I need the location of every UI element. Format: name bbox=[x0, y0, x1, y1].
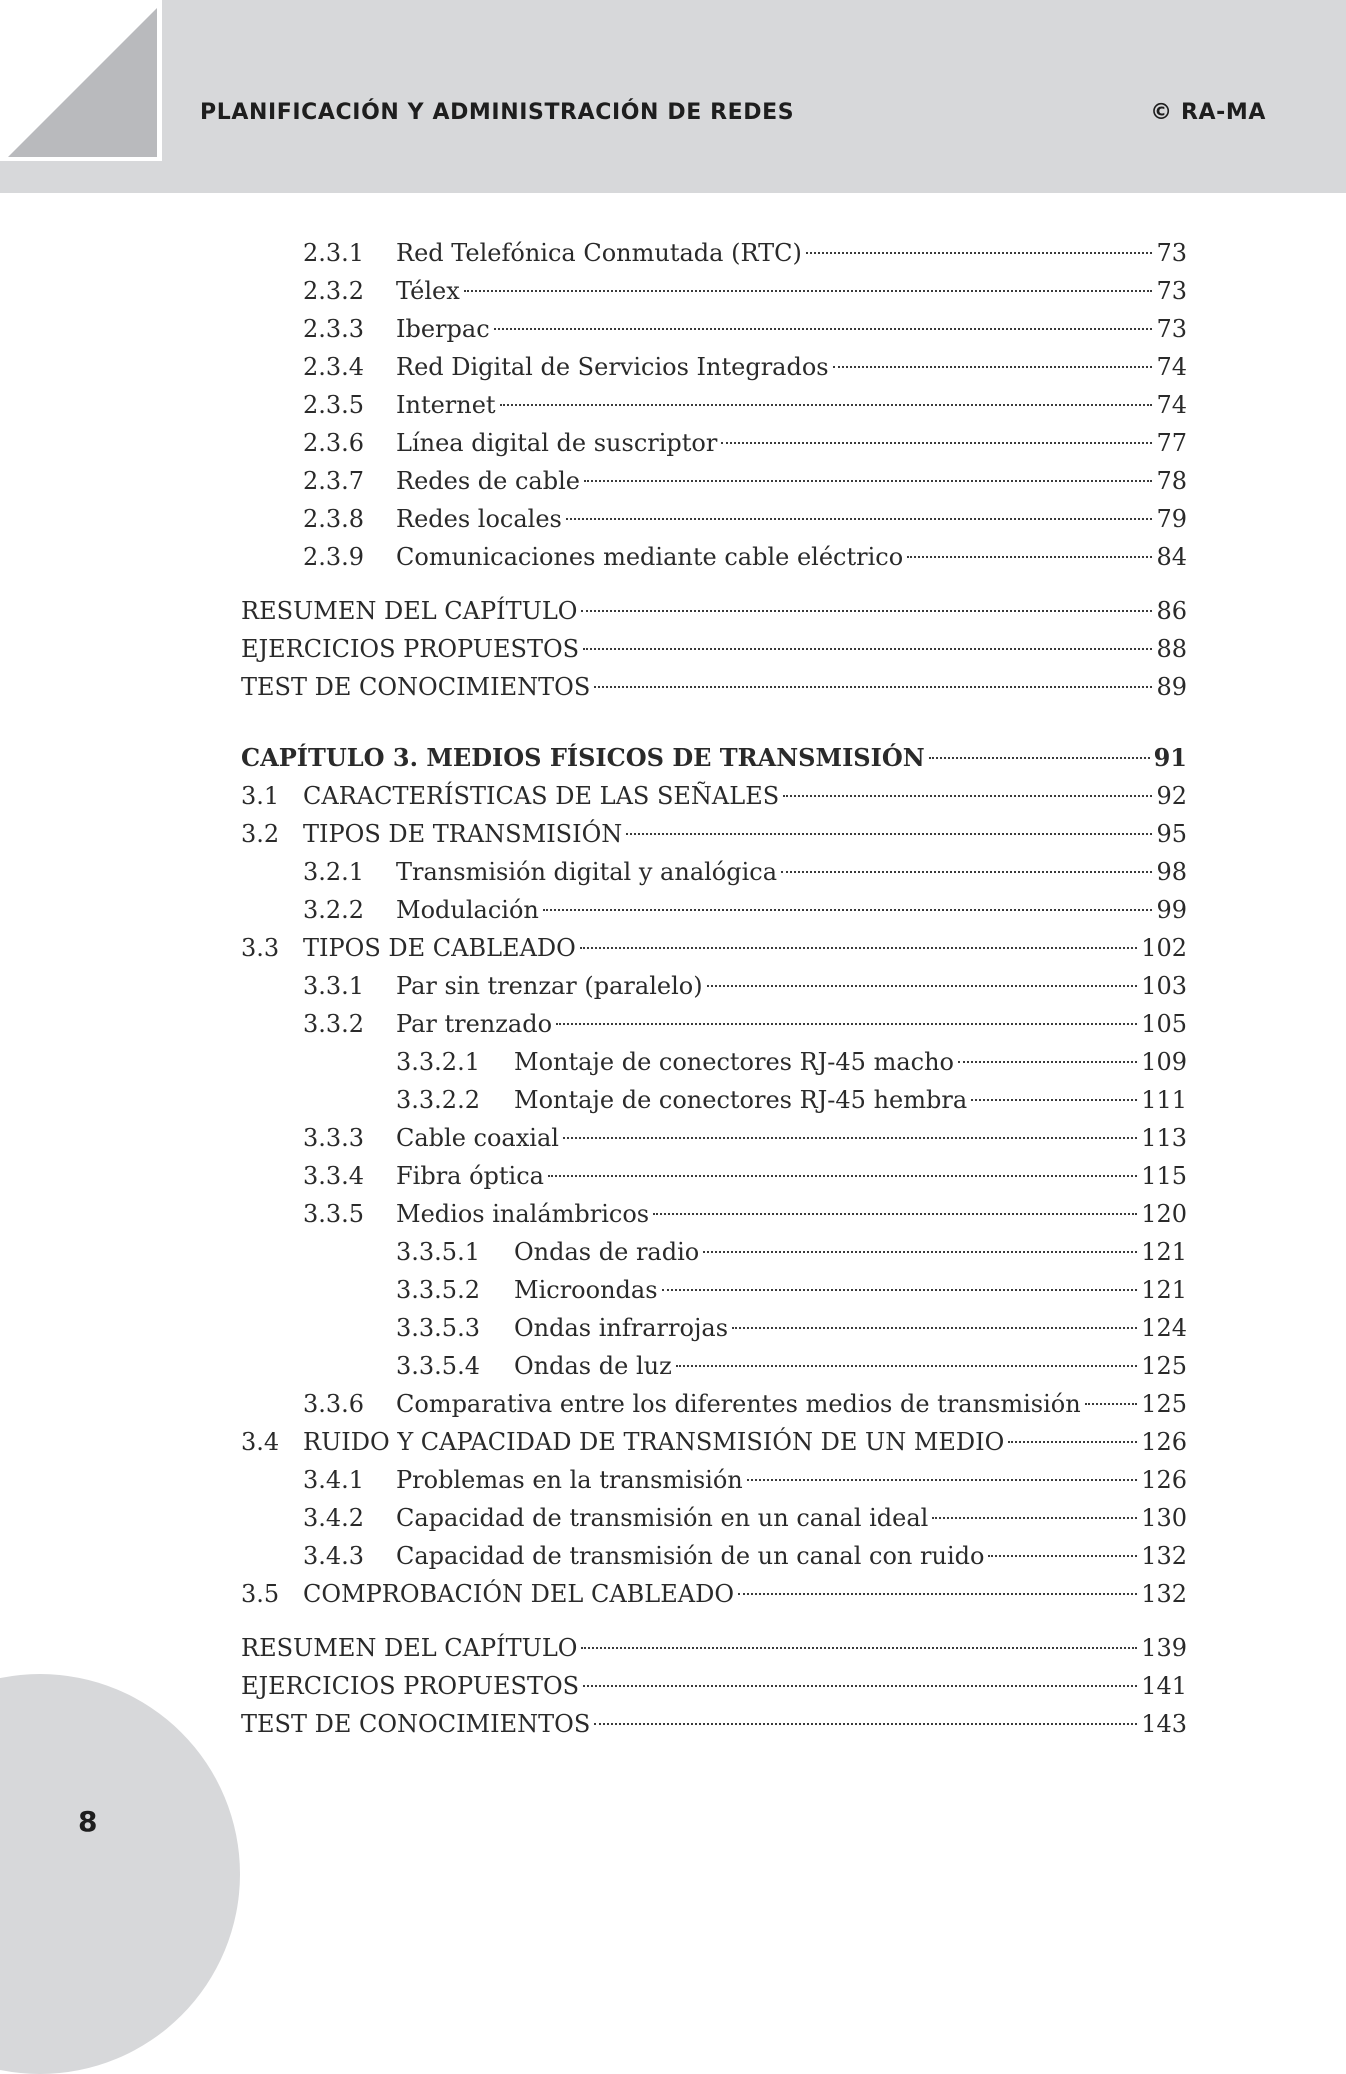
entry-number: 2.3.8 bbox=[303, 505, 365, 533]
toc-entry[interactable] bbox=[241, 1537, 1187, 1575]
table-of-contents bbox=[241, 234, 1187, 1743]
dot-leader bbox=[662, 1289, 1138, 1291]
entry-page: 77 bbox=[1156, 429, 1187, 457]
toc-entry-end-section[interactable] bbox=[241, 1705, 1187, 1743]
entry-page: 99 bbox=[1156, 896, 1187, 924]
entry-title: Télex bbox=[396, 277, 460, 305]
toc-entry[interactable] bbox=[241, 1081, 1187, 1119]
entry-page: 105 bbox=[1141, 1010, 1187, 1038]
dot-leader bbox=[721, 442, 1152, 444]
entry-number: 2.3.5 bbox=[303, 391, 365, 419]
entry-number: 3.1 bbox=[241, 782, 280, 810]
toc-entry[interactable] bbox=[241, 777, 1187, 815]
toc-entry[interactable] bbox=[241, 1195, 1187, 1233]
entry-page: 74 bbox=[1156, 353, 1187, 381]
toc-entry[interactable] bbox=[241, 891, 1187, 929]
dot-leader bbox=[783, 795, 1152, 797]
entry-number: 3.5 bbox=[241, 1580, 280, 1608]
entry-page: 121 bbox=[1141, 1276, 1187, 1304]
entry-title: Problemas en la transmisión bbox=[396, 1466, 743, 1494]
entry-page: 113 bbox=[1141, 1124, 1187, 1152]
toc-entry[interactable] bbox=[241, 1347, 1187, 1385]
entry-page: 126 bbox=[1141, 1466, 1187, 1494]
entry-number: 3.3.4 bbox=[303, 1162, 365, 1190]
entry-title: TEST DE CONOCIMIENTOS bbox=[241, 1710, 591, 1738]
dot-leader bbox=[958, 1061, 1137, 1063]
entry-title: Red Digital de Servicios Integrados bbox=[396, 353, 829, 381]
entry-page: 132 bbox=[1141, 1580, 1187, 1608]
entry-page: 73 bbox=[1156, 277, 1187, 305]
entry-page: 73 bbox=[1156, 239, 1187, 267]
toc-entry[interactable] bbox=[241, 1043, 1187, 1081]
entry-number: 3.3.6 bbox=[303, 1390, 365, 1418]
dot-leader bbox=[580, 947, 1137, 949]
toc-entry[interactable] bbox=[241, 272, 1187, 310]
entry-page: 102 bbox=[1141, 934, 1187, 962]
entry-page: 84 bbox=[1156, 543, 1187, 571]
toc-entry[interactable] bbox=[241, 853, 1187, 891]
toc-entry[interactable] bbox=[241, 1119, 1187, 1157]
entry-page: 132 bbox=[1141, 1542, 1187, 1570]
entry-title: Montaje de conectores RJ-45 macho bbox=[514, 1048, 954, 1076]
dot-leader bbox=[988, 1555, 1137, 1557]
entry-title: Transmisión digital y analógica bbox=[396, 858, 778, 886]
entry-title: EJERCICIOS PROPUESTOS bbox=[241, 1672, 580, 1700]
entry-title: Modulación bbox=[396, 896, 539, 924]
entry-number: 3.3 bbox=[241, 934, 280, 962]
dot-leader bbox=[932, 1517, 1137, 1519]
entry-title: Iberpac bbox=[396, 315, 490, 343]
entry-title: Capacidad de transmisión en un canal ideal bbox=[396, 1504, 929, 1532]
entry-page: 86 bbox=[1156, 597, 1187, 625]
toc-entry[interactable] bbox=[241, 1461, 1187, 1499]
entry-title: Cable coaxial bbox=[396, 1124, 559, 1152]
dot-leader bbox=[1008, 1441, 1137, 1443]
entry-title: Microondas bbox=[514, 1276, 658, 1304]
toc-entry[interactable] bbox=[241, 386, 1187, 424]
dot-leader bbox=[594, 686, 1152, 688]
dot-leader bbox=[907, 556, 1152, 558]
entry-page: 103 bbox=[1141, 972, 1187, 1000]
entry-page: 78 bbox=[1156, 467, 1187, 495]
entry-number: 2.3.3 bbox=[303, 315, 365, 343]
entry-page: 143 bbox=[1141, 1710, 1187, 1738]
dot-leader bbox=[583, 648, 1152, 650]
entry-title: Montaje de conectores RJ-45 hembra bbox=[514, 1086, 968, 1114]
toc-entry[interactable] bbox=[241, 348, 1187, 386]
entry-number: 2.3.1 bbox=[303, 239, 365, 267]
dot-leader bbox=[929, 757, 1150, 759]
toc-chapter-heading[interactable] bbox=[241, 739, 1187, 777]
running-title: PLANIFICACIÓN Y ADMINISTRACIÓN DE REDES bbox=[200, 100, 795, 125]
entry-title: EJERCICIOS PROPUESTOS bbox=[241, 635, 580, 663]
entry-title: RESUMEN DEL CAPÍTULO bbox=[241, 1634, 578, 1662]
toc-entry[interactable] bbox=[241, 538, 1187, 576]
chapter-title: CAPÍTULO 3. MEDIOS FÍSICOS DE TRANSMISIÓN bbox=[241, 743, 925, 772]
dot-leader bbox=[543, 909, 1153, 911]
entry-page: 125 bbox=[1141, 1390, 1187, 1418]
entry-title: TIPOS DE TRANSMISIÓN bbox=[303, 820, 623, 848]
entry-page: 88 bbox=[1156, 635, 1187, 663]
entry-number: 2.3.7 bbox=[303, 467, 365, 495]
toc-entry[interactable] bbox=[241, 234, 1187, 272]
toc-entry[interactable] bbox=[241, 1157, 1187, 1195]
entry-page: 74 bbox=[1156, 391, 1187, 419]
entry-page: 73 bbox=[1156, 315, 1187, 343]
entry-number: 3.4.1 bbox=[303, 1466, 365, 1494]
dot-leader bbox=[581, 610, 1152, 612]
entry-title: Par sin trenzar (paralelo) bbox=[396, 972, 703, 1000]
toc-entry[interactable] bbox=[241, 929, 1187, 967]
spacer bbox=[241, 576, 1187, 592]
entry-number: 3.3.2 bbox=[303, 1010, 365, 1038]
entry-page: 95 bbox=[1156, 820, 1187, 848]
entry-page: 130 bbox=[1141, 1504, 1187, 1532]
toc-entry[interactable] bbox=[241, 424, 1187, 462]
entry-number: 3.3.1 bbox=[303, 972, 365, 1000]
toc-entry-end-section[interactable] bbox=[241, 668, 1187, 706]
header-band bbox=[0, 0, 1346, 193]
entry-number: 2.3.2 bbox=[303, 277, 365, 305]
entry-page: 98 bbox=[1156, 858, 1187, 886]
entry-page: 141 bbox=[1141, 1672, 1187, 1700]
toc-entry[interactable] bbox=[241, 500, 1187, 538]
dot-leader bbox=[548, 1175, 1137, 1177]
toc-entry[interactable] bbox=[241, 1271, 1187, 1309]
entry-number: 3.3.2.1 bbox=[396, 1048, 480, 1076]
dot-leader bbox=[653, 1213, 1137, 1215]
entry-number: 3.4.2 bbox=[303, 1504, 365, 1532]
entry-title: TEST DE CONOCIMIENTOS bbox=[241, 673, 591, 701]
dot-leader bbox=[738, 1593, 1137, 1595]
dot-leader bbox=[556, 1023, 1137, 1025]
toc-entry[interactable] bbox=[241, 1423, 1187, 1461]
dot-leader bbox=[464, 290, 1153, 292]
toc-entry-end-section[interactable] bbox=[241, 592, 1187, 630]
entry-page: 126 bbox=[1141, 1428, 1187, 1456]
toc-entry[interactable] bbox=[241, 1575, 1187, 1613]
entry-number: 3.4 bbox=[241, 1428, 280, 1456]
entry-number: 3.2.2 bbox=[303, 896, 365, 924]
entry-title: Medios inalámbricos bbox=[396, 1200, 650, 1228]
toc-entry-end-section[interactable] bbox=[241, 1629, 1187, 1667]
toc-entry[interactable] bbox=[241, 967, 1187, 1005]
entry-page: 121 bbox=[1141, 1238, 1187, 1266]
dot-leader bbox=[781, 871, 1152, 873]
dot-leader bbox=[594, 1723, 1137, 1725]
entry-page: 125 bbox=[1141, 1352, 1187, 1380]
entry-number: 3.2.1 bbox=[303, 858, 365, 886]
entry-number: 2.3.4 bbox=[303, 353, 365, 381]
entry-number: 3.3.2.2 bbox=[396, 1086, 480, 1114]
entry-number: 3.3.3 bbox=[303, 1124, 365, 1152]
dot-leader bbox=[703, 1251, 1137, 1253]
entry-title: Comunicaciones mediante cable eléctrico bbox=[396, 543, 904, 571]
dot-leader bbox=[563, 1137, 1137, 1139]
entry-number: 3.4.3 bbox=[303, 1542, 365, 1570]
dot-leader bbox=[500, 404, 1153, 406]
publisher-mark: © RA-MA bbox=[1150, 100, 1266, 125]
toc-entry[interactable] bbox=[241, 1005, 1187, 1043]
toc-entry[interactable] bbox=[241, 310, 1187, 348]
entry-number: 3.3.5.3 bbox=[396, 1314, 480, 1342]
entry-title: Ondas infrarrojas bbox=[514, 1314, 729, 1342]
entry-title: RESUMEN DEL CAPÍTULO bbox=[241, 597, 578, 625]
toc-entry[interactable] bbox=[241, 1499, 1187, 1537]
entry-number: 3.3.5.2 bbox=[396, 1276, 480, 1304]
entry-title: Comparativa entre los diferentes medios de transmisión bbox=[396, 1390, 1081, 1418]
entry-number: 3.3.5.4 bbox=[396, 1352, 480, 1380]
entry-page: 92 bbox=[1156, 782, 1187, 810]
entry-number: 3.3.5 bbox=[303, 1200, 365, 1228]
entry-title: Ondas de luz bbox=[514, 1352, 672, 1380]
dot-leader bbox=[581, 1647, 1137, 1649]
dot-leader bbox=[494, 328, 1153, 330]
dot-leader bbox=[833, 366, 1153, 368]
dot-leader bbox=[583, 1685, 1137, 1687]
dot-leader bbox=[707, 985, 1138, 987]
dot-leader bbox=[806, 252, 1153, 254]
corner-page-tab bbox=[0, 0, 162, 161]
dot-leader bbox=[676, 1365, 1137, 1367]
entry-page: 89 bbox=[1156, 673, 1187, 701]
entry-page: 115 bbox=[1141, 1162, 1187, 1190]
toc-entry[interactable] bbox=[241, 462, 1187, 500]
entry-title: Redes locales bbox=[396, 505, 562, 533]
spacer bbox=[241, 706, 1187, 739]
entry-title: Redes de cable bbox=[396, 467, 580, 495]
dot-leader bbox=[1085, 1403, 1137, 1405]
toc-entry[interactable] bbox=[241, 1385, 1187, 1423]
entry-page: 79 bbox=[1156, 505, 1187, 533]
entry-page: 139 bbox=[1141, 1634, 1187, 1662]
entry-title: RUIDO Y CAPACIDAD DE TRANSMISIÓN DE UN MEDIO bbox=[303, 1428, 1005, 1456]
dot-leader bbox=[626, 833, 1152, 835]
dot-leader bbox=[747, 1479, 1137, 1481]
entry-number: 3.2 bbox=[241, 820, 280, 848]
page-number: 8 bbox=[78, 1805, 98, 1838]
entry-number: 2.3.6 bbox=[303, 429, 365, 457]
entry-title: Capacidad de transmisión de un canal con ruido bbox=[396, 1542, 985, 1570]
corner-triangle-icon bbox=[0, 0, 162, 161]
entry-title: Fibra óptica bbox=[396, 1162, 544, 1190]
dot-leader bbox=[566, 518, 1153, 520]
entry-title: COMPROBACIÓN DEL CABLEADO bbox=[303, 1580, 734, 1608]
entry-title: Línea digital de suscriptor bbox=[396, 429, 718, 457]
toc-entry-end-section[interactable] bbox=[241, 1667, 1187, 1705]
toc-entry[interactable] bbox=[241, 815, 1187, 853]
dot-leader bbox=[971, 1099, 1137, 1101]
chapter-page: 91 bbox=[1153, 743, 1187, 772]
toc-entry[interactable] bbox=[241, 1233, 1187, 1271]
entry-page: 124 bbox=[1141, 1314, 1187, 1342]
entry-title: TIPOS DE CABLEADO bbox=[303, 934, 576, 962]
entry-title: Ondas de radio bbox=[514, 1238, 700, 1266]
entry-title: CARACTERÍSTICAS DE LAS SEÑALES bbox=[303, 782, 780, 810]
entry-page: 120 bbox=[1141, 1200, 1187, 1228]
entry-title: Internet bbox=[396, 391, 496, 419]
dot-leader bbox=[732, 1327, 1137, 1329]
entry-page: 109 bbox=[1141, 1048, 1187, 1076]
page-number-circle bbox=[0, 1674, 240, 2074]
entry-number: 2.3.9 bbox=[303, 543, 365, 571]
entry-title: Red Telefónica Conmutada (RTC) bbox=[396, 239, 802, 267]
toc-entry-end-section[interactable] bbox=[241, 630, 1187, 668]
dot-leader bbox=[584, 480, 1152, 482]
toc-entry[interactable] bbox=[241, 1309, 1187, 1347]
entry-title: Par trenzado bbox=[396, 1010, 553, 1038]
entry-page: 111 bbox=[1141, 1086, 1187, 1114]
spacer bbox=[241, 1613, 1187, 1629]
entry-number: 3.3.5.1 bbox=[396, 1238, 480, 1266]
